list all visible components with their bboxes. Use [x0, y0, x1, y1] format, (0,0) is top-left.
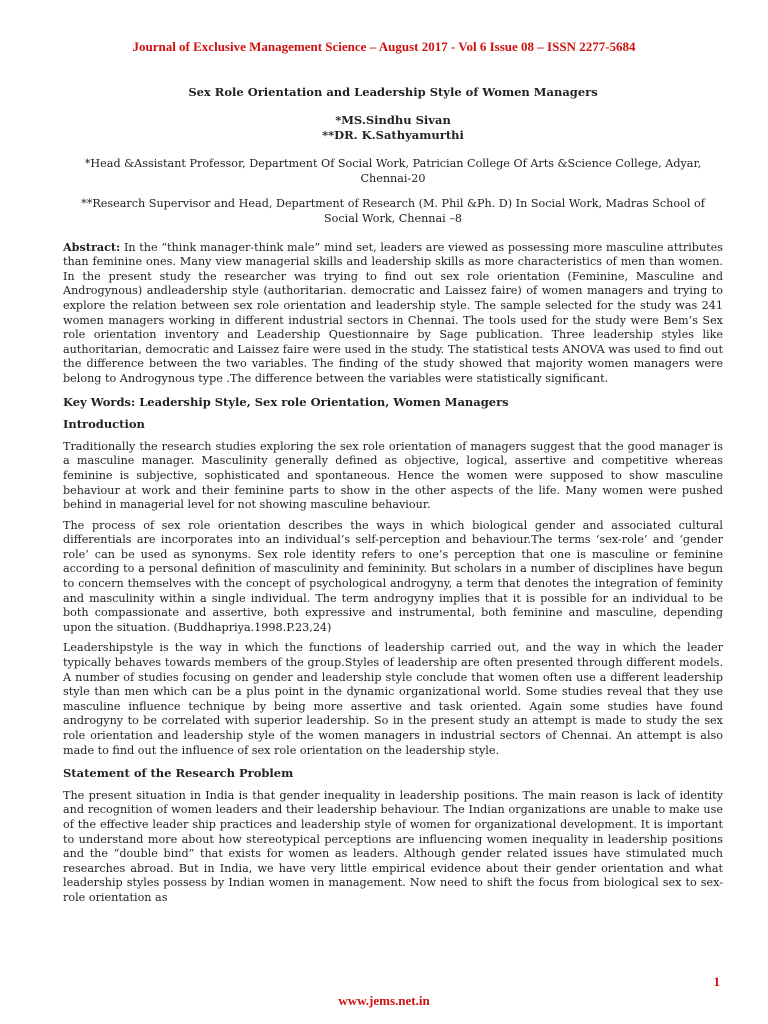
author-list — [63, 113, 723, 143]
abstract — [63, 240, 723, 387]
research-problem-heading: Statement of the Research Problem — [63, 766, 294, 781]
keywords: Key Words: Leadership Style, Sex role Orientation, Women Managers — [63, 394, 509, 409]
intro-paragraph-1: Traditionally the research studies exploring the sex role orientation of managers suggest that the good manager is a masculine manager. Masculinity generally defined as objective, logical, assertive and competitive whereas feminine is subjective, sophisticated and spontaneous. Hence the women were supposed to show masculine behaviour at work and their feminine parts to show in the other aspects of the life. Many women were pushed behind in managerial level for not showing masculine behaviour. — [63, 439, 723, 512]
article-body — [63, 85, 723, 912]
author-2: **DR. K.Sathyamurthi — [322, 127, 464, 142]
introduction-heading: Introduction — [63, 417, 145, 432]
intro-paragraph-2: The process of sex role orientation describes the ways in which biological gender and associated cultural differentials are incorporates into an individual’s self-perception and behaviour.The terms ‘sex-role’ and ‘gender role’ can be used as synonyms. Sex role identity refers to one’s perception that one is masculine or feminine according to a personal definition of masculinity and femininity. But scholars in a number of disciplines have begun to concern themselves with the concept of psychological androgyny, a term that denotes the integration of feminity and masculinity within a single individual. The term androgyny implies that it is possible for an individual to be both compassionate and assertive, both expressive and instrumental, both feminine and masculine, depending upon the situation. (Buddhapriya.1998.P.23,24) — [63, 518, 723, 634]
author-1: *MS.Sindhu Sivan — [335, 112, 451, 127]
affiliation-1: *Head &Assistant Professor, Department Of Social Work, Patrician College Of Arts &Science College, Adyar, Chennai-20 — [84, 156, 702, 185]
abstract-label: Abstract: — [63, 239, 121, 254]
journal-url: www.jems.net.in — [338, 993, 430, 1008]
affiliation-2: **Research Supervisor and Head, Department of Research (M. Phil &Ph. D) In Social Work, Madras School of Social Work, Chennai –8 — [81, 196, 705, 225]
intro-paragraph-3: Leadershipstyle is the way in which the functions of leadership carried out, and the way in which the leader typically behaves towards members of the group.Styles of leadership are often presented through different models. A number of studies focusing on gender and leadership style conclude that women often use a different leadership style than men which can be a plus point in the dynamic organizational world. Some studies reveal that they use masculine influence technique by being more assertive and task oriented. Again some studies have found androgyny to be correlated with superior leadership. So in the present study an attempt is made to study the sex role orientation and leadership style of the women managers in industrial sectors of Chennai. An attempt is also made to find out the influence of sex role orientation on the leadership style. — [63, 641, 723, 757]
journal-header: Journal of Exclusive Management Science – August 2017 - Vol 6 Issue 08 – ISSN 2277-5684 — [132, 39, 636, 54]
research-problem-paragraph: The present situation in India is that gender inequality in leadership positions. The main reason is lack of identity and recognition of women leaders and their leadership behaviour. The Indian organizations are unable to make use of the effective leader ship practices and leadership style of women for organizational development. It is important to understand more about how stereotypical perceptions are influencing women inequality in leadership positions and the “double bind” that exists for women as leaders. Although gender related issues have stimulated much researches abroad. But in India, we have very little empirical evidence about their gender orientation and what leadership styles possess by Indian women in management. Now need to shift the focus from biological sex to sex-role orientation as — [63, 788, 723, 904]
page-number: 1 — [713, 974, 720, 989]
article-title: Sex Role Orientation and Leadership Style of Women Managers — [188, 85, 598, 99]
abstract-text: In the “think manager-think male” mind set, leaders are viewed as possessing more masculine attributes than feminine ones. Many view managerial skills and leadership skills as more characteristics of men than women. In the present study the researcher was trying to find out sex role orientation (Feminine, Masculine and Androgynous) andleadership style (authoritarian. democratic and Laissez faire) of women managers and trying to explore the relation between sex role orientation and leadership style. The sample selected for the study was 241 women managers working in different industrial sectors in Chennai. The tools used for the study were Bem’s Sex role orientation inventory and Leadership Questionnaire by Sage publication. Three leadership styles like authoritarian, democratic and Laissez faire were used in the study. The statistical tests ANOVA was used to find out the difference between the two variables. The finding of the study showed that majority women managers were belong to Androgynous type .The difference between the variables were statistically significant. — [63, 240, 723, 385]
